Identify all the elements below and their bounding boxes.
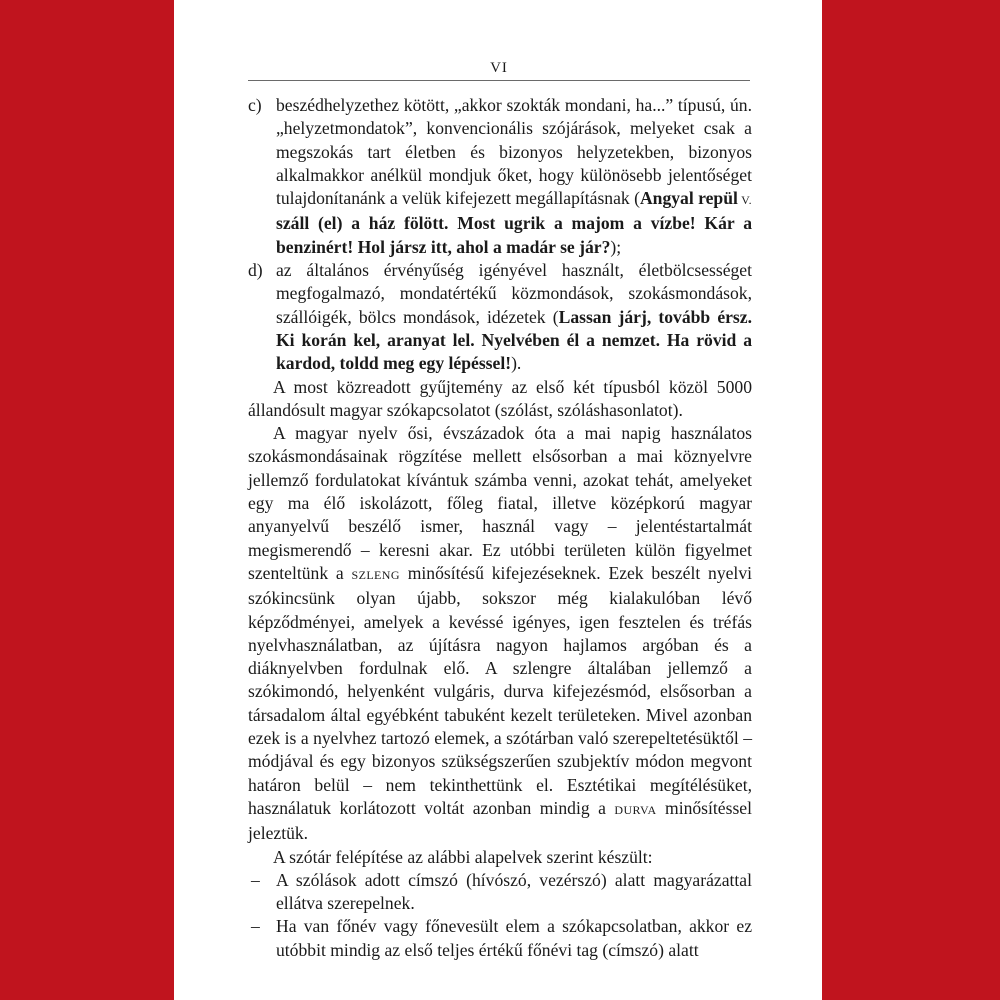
item-text: beszédhelyzethez kötött, „akkor szokták mondani, ha...” típusú, ún. „helyzetmondatok”, konvencionális szójárások, melyeket csak a megszokás tart életben és bizonyos helyzetekben, bizonyos alkalmakkor anélkül mondjuk őket, hogy különösebb jelentőséget tulajdonítanánk a velük kifejezett megállapításnak ( [276,95,752,209]
label-szleng: SZLENG [351,567,400,582]
list-item-c [248,94,752,259]
label-durva: DURVA [614,802,657,817]
list-marker: d) [248,260,263,281]
list-marker: c) [248,95,262,115]
dash-list-item [248,915,752,962]
paragraph: A most közreadott gyűjtemény az első két típusból közöl 5000 állandósult magyar szókapcsolatot (szólást, szóláshasonlatot). [248,376,752,420]
dash-item-text: A szólások adott címszó (hívószó, vezérszó) alatt magyarázattal ellátva szerepelnek. [276,869,752,914]
paragraph: A szótár felépítése az alábbi alapelvek szerint készült: [273,846,653,867]
dash-marker: – [251,916,260,937]
paragraph [248,422,752,845]
list-item-d [248,259,752,375]
page-body [248,94,752,962]
dash-list-item [248,869,752,916]
dash-marker: – [251,869,260,890]
example-bold: Angyal repül [639,188,738,209]
item-tail: ); [610,236,622,257]
paragraph-text: minősítésű kifejezéseknek. Ezek beszélt nyelvi szókincsünk olyan újabb, sokszor még kialakulóban lévő képződményei, amelyek a kevéssé igényes, igen fesztelen és tréfás nyelvhasználatban, az újításra nagyon hajlamos argóban és a diáknyelvben fordulnak elő. A szlengre általában jellemző a szókimondó, helyenként vulgáris, durva kifejezésmód, elsősorban a társadalom által egyébként tabuként kezelt területeken. Mivel azonban ezek is a nyelvhez tartozó elemek, a szótárban való szerepeltetésüktől – módjával és egy bizonyos szükségszerűen szubjektív módon megvont határon belül – nem tekinthettünk el. Esztétikai megítélésüket, használatuk korlátozott voltát azonban mindig a [248,562,753,818]
dash-item-text: Ha van főnév vagy főnevesült elem a szókapcsolatban, akkor ez utóbbit mindig az első teljes értékű főnévi tag (címszó) alatt [276,916,752,960]
paragraph-text: minősítéssel jeleztük. [248,797,752,844]
item-text: az általános érvényűség igényével használt, életbölcsességet megfogalmazó, mondatértékű közmondások, szokásmondások, szállóigék, bölcs mondások, idézetek ( [276,260,752,327]
abbreviation: V. [737,193,753,208]
page-number: VI [490,60,508,76]
example-bold: Lassan járj, tovább érsz. Ki korán kel, aranyat lel. Nyelvében él a nemzet. Ha rövid a kardod, toldd meg egy lépéssel! [276,306,752,374]
paragraph-text: A magyar nyelv ősi, évszázadok óta a mai napig használatos szokásmondásainak rögzítése mellett elsősorban a mai köznyelvre jellemző fordulatokat kívántuk számba venni, azokat tehát, amelyeket egy ma élő iskolázott, főleg fiatal, illetve középkorú magyar anyanyelvű beszélő ismer, használ vagy – jelentéstartalmát megismerendő – keresni akar. Ez utóbbi területen külön figyelmet szenteltünk a [248,423,752,583]
item-tail: ). [511,353,522,374]
example-bold: száll (el) a ház fölött. Most ugrik a majom a vízbe! Kár a benzinért! Hol jársz itt, ahol a madár se jár? [276,213,752,257]
page-header [248,58,750,81]
book-page [174,0,822,1000]
